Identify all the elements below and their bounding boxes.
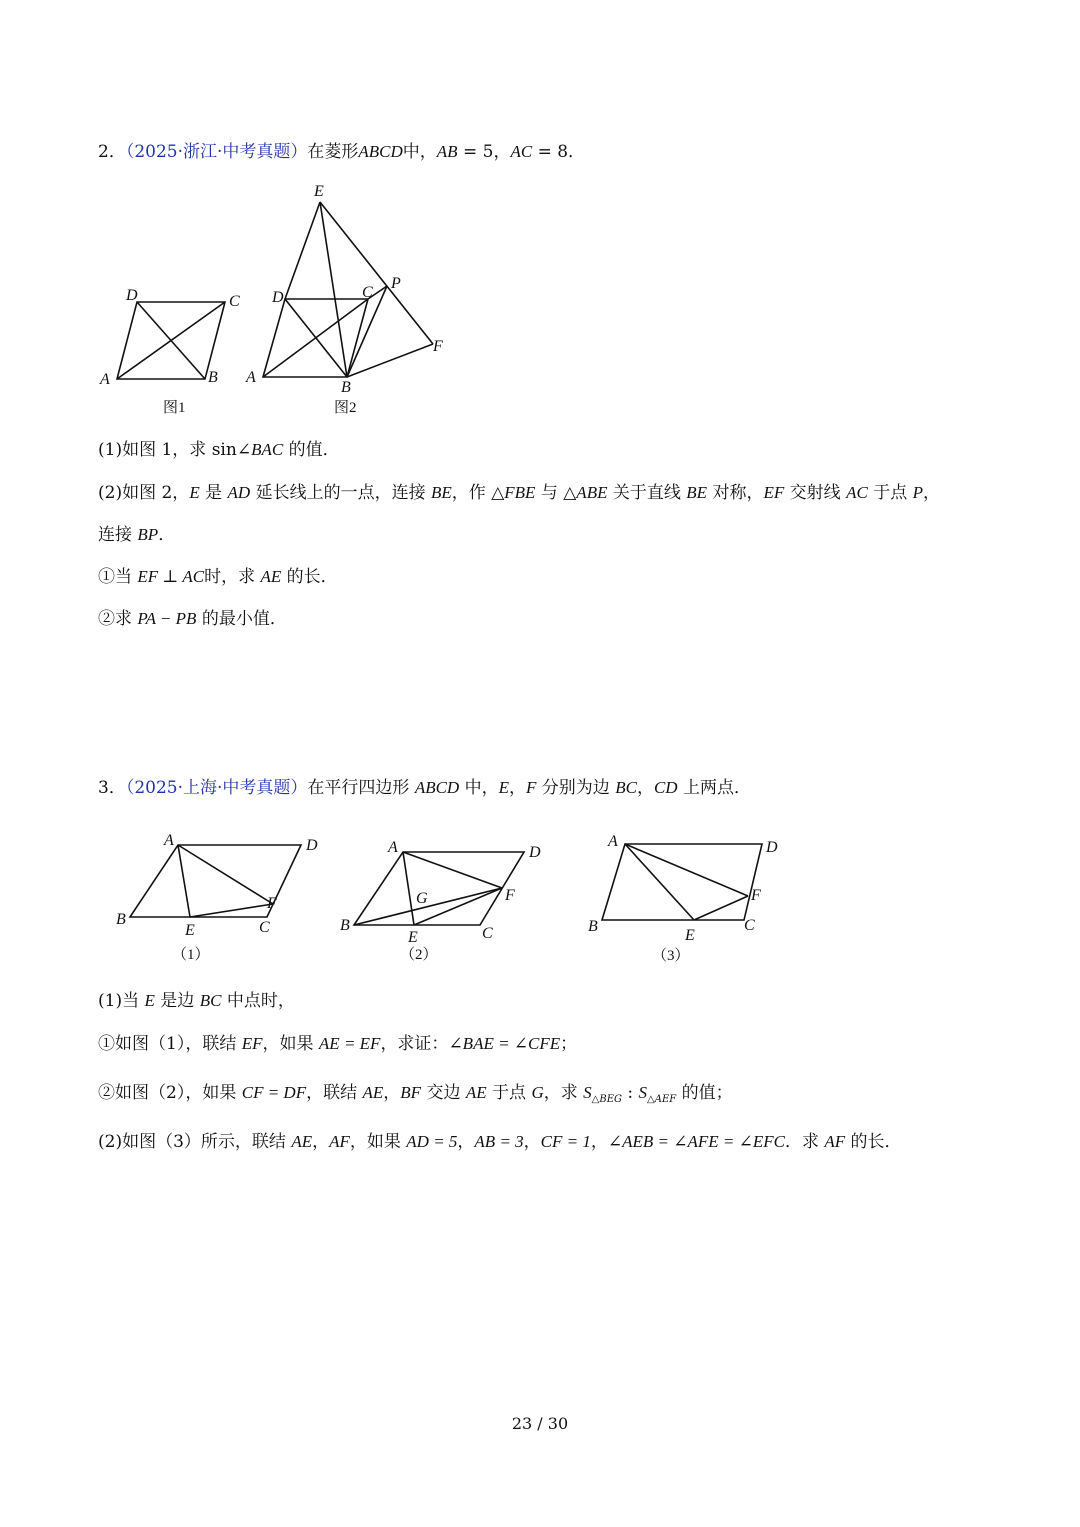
fig1-label-b: B <box>208 369 218 386</box>
q2-p2-ac: AC <box>846 483 868 502</box>
diagonal-bd <box>137 302 205 379</box>
q2-p2-h: 对称， <box>707 483 764 503</box>
q2-p2-k: ， <box>923 483 940 503</box>
q2-s1-ae: AE <box>260 567 282 586</box>
q3-s2-a: ②如图（2），如果 <box>98 1083 242 1103</box>
q3-p1-bc: BC <box>199 991 222 1010</box>
q3f2-label-g: G <box>416 890 428 907</box>
q2-stem <box>98 140 585 164</box>
q2-source: （2025·浙江·中考真题） <box>125 142 308 162</box>
fig2-label-c: C <box>362 284 373 301</box>
q3-part-1 <box>98 989 295 1013</box>
q3-s2-ae: AE <box>362 1083 384 1102</box>
q2-p2-fbe: △FBE <box>491 483 536 502</box>
q3-s2-colon: : <box>621 1083 639 1103</box>
q3f3-label-d: D <box>766 839 778 856</box>
q2-stem-ac-val: = 8． <box>532 142 586 162</box>
q3-stem-a: 在平行四边形 <box>307 778 415 798</box>
q3-p2-ab: AB = 3 <box>474 1132 524 1151</box>
q3-p1-e: E <box>144 991 155 1010</box>
q3-p2-cf: CF = 1 <box>540 1132 591 1151</box>
q2-p2-l2-b: ． <box>158 525 176 545</box>
fig2-caption: 图2 <box>334 400 357 416</box>
q3f3-label-a: A <box>608 833 618 850</box>
q2-s2-expr: PA − PB <box>137 609 197 628</box>
q3-s1-c: ，求证： <box>380 1034 449 1054</box>
diagonal-bd-2 <box>285 299 347 377</box>
segment-ef-3 <box>694 896 748 920</box>
q3-s2-c: ， <box>383 1083 401 1103</box>
q3f1-label-f: F <box>267 895 277 912</box>
q3-sub-2 <box>98 1081 733 1112</box>
q3-s2-d: 交边 <box>421 1083 466 1103</box>
segment-ae-2 <box>403 852 414 925</box>
q3-p2-b: ， <box>312 1132 330 1152</box>
q3f3-label-f: F <box>751 887 761 904</box>
q3-s2-cond: CF = DF <box>241 1083 307 1102</box>
q3f1-label-c: C <box>259 919 270 936</box>
q3f1-caption: （1） <box>172 947 210 963</box>
q2-stem-mid: 中， <box>402 142 437 162</box>
q2-sub-1 <box>98 565 338 589</box>
q3-p2-h: 的长． <box>845 1132 902 1152</box>
q2-part-2 <box>98 481 940 505</box>
segment-af-1 <box>178 845 273 904</box>
q2-p2-l2-a: 连接 <box>98 525 138 545</box>
q3-p2-a: (2)如图（3）所示，联结 <box>98 1132 292 1152</box>
q2-p2-be: BE <box>431 483 452 502</box>
fig2-label-d: D <box>272 289 284 306</box>
q3f2-label-d: D <box>529 844 541 861</box>
q3f1-label-e: E <box>185 922 195 939</box>
q2-part-2-line-2 <box>98 523 175 547</box>
q3f2-caption: （2） <box>400 947 438 963</box>
q3-stem-e: E <box>498 778 509 797</box>
q3f2-label-e: E <box>408 929 418 946</box>
q2-p2-j: 于点 <box>867 483 913 503</box>
q2-sub-2 <box>98 607 287 631</box>
segment-af-3 <box>625 844 748 896</box>
q2-p2-f: 与 <box>535 483 564 503</box>
q2-p2-l2-bp: BP <box>137 525 159 544</box>
fig2-label-a: A <box>246 369 256 386</box>
q3-p2-g: ．求 <box>784 1132 825 1152</box>
q3f3-caption: （3） <box>652 948 690 964</box>
q2-s1-cond: EF ⊥ AC <box>137 567 205 586</box>
q3-s2-s1sub: △BEG <box>591 1094 622 1105</box>
q3-p2-af: AF <box>329 1132 350 1151</box>
fig2-label-e: E <box>314 183 324 200</box>
fig1-label-d: D <box>126 287 138 304</box>
q2-p2-g: 关于直线 <box>607 483 687 503</box>
segment-ef-1 <box>190 904 273 917</box>
q2-p1-a: (1)如图 1，求 sin <box>98 440 237 460</box>
page-number: 23 / 30 <box>511 1414 569 1433</box>
q3-s1-cond: AE = EF <box>318 1034 381 1053</box>
q2-stem-ac: AC <box>510 142 533 161</box>
q3-s1-ef: EF <box>241 1034 263 1053</box>
q2-p2-i: 交射线 <box>784 483 847 503</box>
q3-s1-eq: ∠BAE = ∠CFE <box>448 1034 561 1053</box>
q3-s1-a: ①如图（1），联结 <box>98 1034 242 1054</box>
q3-p2-af2: AF <box>824 1132 846 1151</box>
q3-stem-abcd: ABCD <box>414 778 460 797</box>
q2-p1-angle: ∠BAC <box>236 440 284 459</box>
q3-s2-e: 于点 <box>486 1083 532 1103</box>
q3-s2-b: ，联结 <box>306 1083 363 1103</box>
q2-p2-e: E <box>189 483 200 502</box>
q2-s2-a: ②求 <box>98 609 138 629</box>
q3-p2-eq: ∠AEB = ∠AFE = ∠EFC <box>607 1132 785 1151</box>
q3-p2-f: ， <box>590 1132 608 1152</box>
q3-p1-a: (1)当 <box>98 991 145 1011</box>
q3-sub-1 <box>98 1032 577 1056</box>
q3f2-label-b: B <box>340 917 350 934</box>
q3-s2-ae2: AE <box>465 1083 487 1102</box>
q2-stem-abcd: ABCD <box>358 142 403 161</box>
q3-number: 3． <box>98 778 126 798</box>
q3-stem-bc: BC <box>615 778 637 797</box>
q3-s2-s2: S <box>638 1083 648 1102</box>
q3f2-label-c: C <box>482 925 493 942</box>
q3-p2-ad: AD = 5 <box>406 1132 458 1151</box>
fig2-label-f: F <box>433 338 443 355</box>
q3-stem-b: 中， <box>459 778 499 798</box>
fig1-label-a: A <box>100 371 110 388</box>
q2-p2-c: 延长线上的一点，连接 <box>250 483 431 503</box>
q3f3-label-b: B <box>588 918 598 935</box>
fig2-label-b: B <box>341 379 351 396</box>
fig2-label-p: P <box>391 275 401 292</box>
parallelogram-3 <box>602 844 762 920</box>
q3f3-label-e: E <box>685 927 695 944</box>
q2-s2-c: 的最小值． <box>196 609 287 629</box>
q3-p1-b: 是边 <box>154 991 200 1011</box>
q2-p2-ef: EF <box>763 483 785 502</box>
q3-s2-s2sub: △AEF <box>647 1094 677 1105</box>
q3-source: （2025·上海·中考真题） <box>125 778 308 798</box>
q2-p2-b: 是 <box>199 483 228 503</box>
fig1-caption: 图1 <box>163 400 186 416</box>
q3-p1-c: 中点时， <box>221 991 295 1011</box>
q2-s1-e: 的长． <box>281 567 338 587</box>
q3-p2-c: ，如果 <box>349 1132 407 1152</box>
q3f1-label-d: D <box>306 837 318 854</box>
q2-stem-ab: AB <box>436 142 458 161</box>
q2-p2-a: (2)如图 2， <box>98 483 190 503</box>
q3-stem-d: 分别为边 <box>536 778 616 798</box>
q3f2-label-f: F <box>505 887 515 904</box>
q3f1-label-b: B <box>116 911 126 928</box>
q3-s2-f: ，求 <box>543 1083 584 1103</box>
q2-p2-d: ，作 <box>451 483 492 503</box>
fig1-label-c: C <box>229 293 240 310</box>
q3-stem-e2: ， <box>636 778 654 798</box>
q3f2-label-a: A <box>388 839 398 856</box>
q2-figure-1 <box>90 280 260 420</box>
q3-stem-c: ， <box>509 778 526 798</box>
q3f1-label-a: A <box>164 832 174 849</box>
q2-p2-be2: BE <box>686 483 708 502</box>
q2-stem-text: 在菱形 <box>307 142 359 162</box>
q3-s2-g2: 的值； <box>676 1083 733 1103</box>
q3-s1-d: ； <box>560 1034 578 1054</box>
q2-stem-ab-val: = 5， <box>457 142 511 162</box>
q2-number: 2． <box>98 142 126 162</box>
q3-p2-d: ， <box>457 1132 475 1152</box>
q3-stem-cd: CD <box>653 778 678 797</box>
q2-s1-a: ①当 <box>98 567 138 587</box>
q2-p2-ad: AD <box>227 483 251 502</box>
q3-p2-ae: AE <box>291 1132 313 1151</box>
q3-part-2 <box>98 1130 902 1154</box>
q3-s1-b: ，如果 <box>262 1034 319 1054</box>
q3-figure-3 <box>580 826 800 966</box>
q2-figure-2 <box>240 178 460 423</box>
q2-p2-abe: △ABE <box>563 483 608 502</box>
segment-af-2 <box>403 852 502 888</box>
q2-part-1 <box>98 438 340 462</box>
q2-p1-c: 的值． <box>283 440 340 460</box>
q3-p2-e: ， <box>523 1132 541 1152</box>
segment-ae-1 <box>178 845 190 917</box>
q3-s2-s1: S <box>583 1083 592 1102</box>
q3-s2-bf: BF <box>400 1083 422 1102</box>
q3-s2-g: G <box>531 1083 544 1102</box>
q3-stem <box>98 776 751 800</box>
q3-figure-1 <box>108 826 328 966</box>
q3f3-label-c: C <box>744 917 755 934</box>
segment-ae-3 <box>625 844 694 920</box>
q2-p2-p: P <box>912 483 923 502</box>
q3-stem-f2: 上两点． <box>677 778 751 798</box>
segment-be <box>320 202 347 377</box>
segment-de <box>285 202 320 299</box>
q3-stem-f: F <box>526 778 537 797</box>
q2-s1-c: 时，求 <box>204 567 261 587</box>
q3-figure-2 <box>332 830 552 970</box>
